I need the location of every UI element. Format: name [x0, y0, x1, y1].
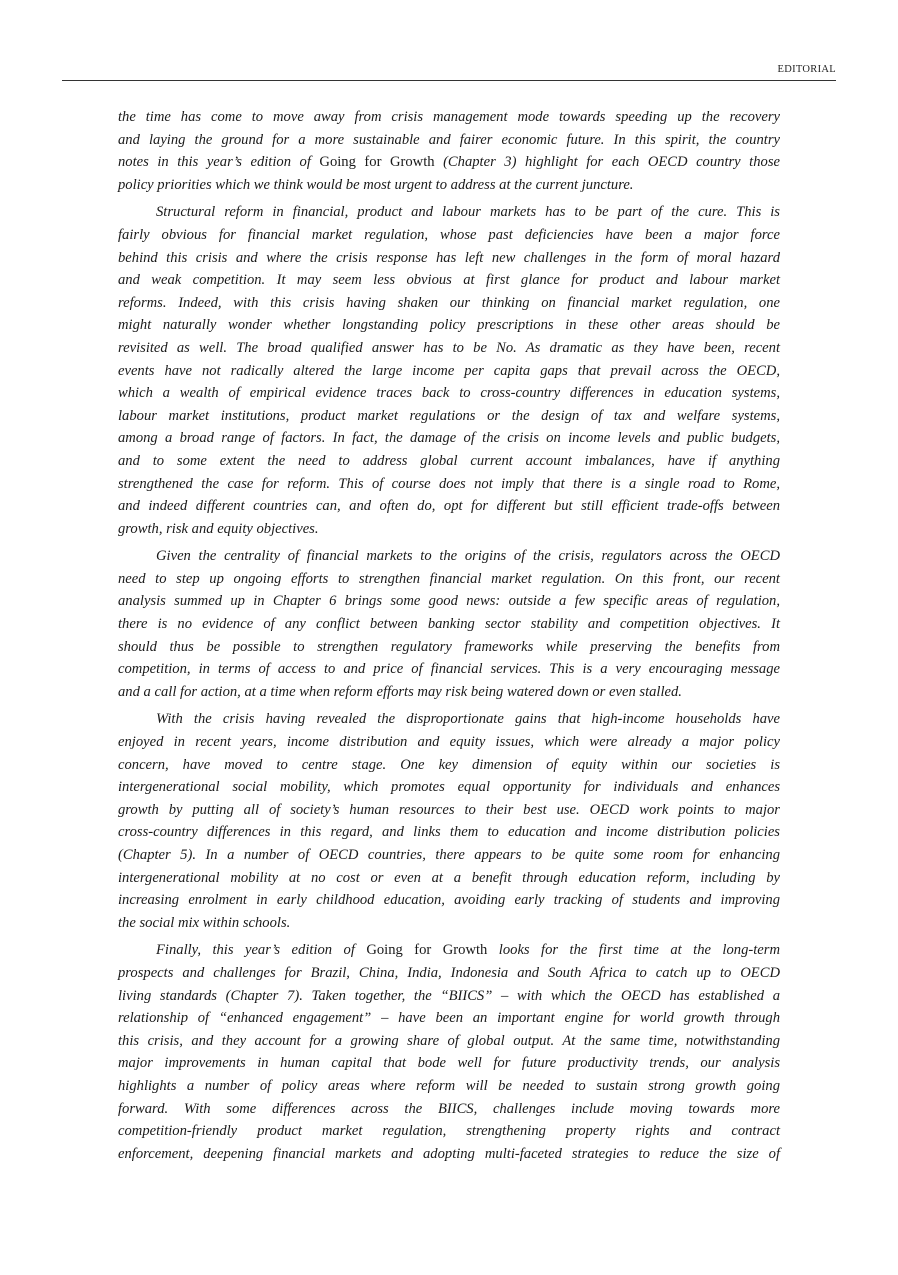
paragraph: [118, 708, 780, 934]
text-line: the social mix within schools.: [118, 914, 291, 931]
text-line: reforms. Indeed, with this crisis having shaken our thinking on financial market regulation, one: [118, 294, 780, 311]
text-line: concern, have moved to centre stage. One key dimension of equity within our societies is: [118, 756, 780, 773]
text-line: behind this crisis and where the crisis response has left new challenges in the form of moral hazard: [118, 249, 780, 266]
editorial-body: [118, 106, 780, 1170]
text-line: (Chapter 5). In a number of OECD countries, there appears to be quite some room for enhancing: [118, 847, 780, 863]
text-line: labour market institutions, product market regulations or the design of tax and welfare systems,: [118, 407, 780, 424]
text-line: and indeed different countries can, and often do, opt for different but still efficient trade-offs between: [118, 498, 780, 515]
text-line: this crisis, and they account for a growing share of global output. At the same time, notwithstanding: [118, 1032, 780, 1049]
text-line: growth, risk and equity objectives.: [118, 520, 319, 537]
text-line: the time has come to move away from crisis management mode towards speeding up the recovery: [118, 109, 780, 125]
text-line: among a broad range of factors. In fact, the damage of the crisis on income levels and public budgets,: [118, 430, 780, 447]
text-line: Finally, this year’s edition of Going for Growth looks for the first time at the long-term: [156, 942, 780, 959]
text-line: should thus be possible to strengthen regulatory frameworks while preserving the benefits from: [118, 638, 780, 655]
text-line: need to step up ongoing efforts to strengthen financial market regulation. On this front, our recent: [118, 570, 780, 587]
text-line: relationship of “enhanced engagement” – have been an important engine for world growth through: [118, 1010, 780, 1027]
text-line: strengthened the case for reform. This of course does not imply that there is a single road to Rome,: [118, 475, 780, 492]
text-line: competition, in terms of access to and price of financial services. This is a very encouraging message: [118, 661, 780, 678]
text-line: events have not radically altered the large income per capita gaps that prevail across the OECD,: [118, 362, 780, 379]
text-line: Structural reform in financial, product and labour markets has to be part of the cure. This is: [156, 204, 780, 221]
text-line: and weak competition. It may seem less obvious at first glance for product and labour market: [118, 272, 780, 289]
text-line: enjoyed in recent years, income distribution and equity issues, which were already a major policy: [118, 734, 780, 751]
paragraph: [118, 106, 780, 196]
text-line: growth by putting all of society’s human resources to their best use. OECD work points to major: [118, 801, 780, 818]
text-line: competition-friendly product market regulation, strengthening property rights and contract: [118, 1123, 780, 1140]
text-line: and to some extent the need to address global current account imbalances, have if anything: [118, 452, 780, 469]
text-line: fairly obvious for financial market regulation, whose past deficiencies have been a major force: [118, 226, 780, 243]
text-line: enforcement, deepening financial markets and adopting multi-faceted strategies to reduce the size of: [118, 1145, 780, 1162]
text-line: Given the centrality of financial markets to the origins of the crisis, regulators across the OECD: [156, 548, 780, 565]
text-line: and a call for action, at a time when reform efforts may risk being watered down or even stalled.: [118, 683, 682, 700]
text-line: major improvements in human capital that bode well for future productivity trends, our analysis: [118, 1055, 780, 1072]
page-header: [62, 62, 836, 81]
text-line: cross-country differences in this regard, and links them to education and income distribution policies: [118, 824, 780, 841]
running-head: EDITORIAL: [777, 64, 836, 75]
publication-title: Going for Growth: [319, 154, 435, 171]
text-line: and laying the ground for a more sustainable and fairer economic future. In this spirit, the country: [118, 131, 780, 148]
text-line: highlights a number of policy areas where reform will be needed to sustain strong growth going: [118, 1077, 780, 1094]
paragraph: [118, 545, 780, 703]
text-line: increasing enrolment in early childhood education, avoiding early tracking of students and improving: [118, 892, 780, 909]
text-line: prospects and challenges for Brazil, China, India, Indonesia and South Africa to catch up to OECD: [118, 964, 780, 981]
paragraph: [118, 939, 780, 1165]
text-line: revisited as well. The broad qualified answer has to be No. As dramatic as they have been, recent: [118, 339, 780, 356]
text-line: analysis summed up in Chapter 6 brings some good news: outside a few specific areas of regulation,: [118, 593, 780, 610]
text-line: notes in this year’s edition of Going for Growth (Chapter 3) highlight for each OECD country those: [118, 154, 780, 171]
text-line: intergenerational social mobility, which promotes equal opportunity for individuals and enhances: [118, 779, 780, 796]
publication-title: Going for Growth: [366, 942, 488, 959]
text-line: living standards (Chapter 7). Taken together, the “BIICS” – with which the OECD has established a: [118, 987, 780, 1004]
text-line: With the crisis having revealed the disproportionate gains that high-income households have: [156, 711, 780, 728]
text-line: policy priorities which we think would be most urgent to address at the current juncture.: [118, 176, 634, 193]
paragraph: [118, 201, 780, 540]
text-line: might naturally wonder whether longstanding policy prescriptions in these other areas should be: [118, 317, 780, 334]
text-line: which a wealth of empirical evidence traces back to cross-country differences in education systems,: [118, 385, 780, 402]
text-line: there is no evidence of any conflict between banking sector stability and competition objectives. It: [118, 616, 780, 633]
text-line: intergenerational mobility at no cost or even at a benefit through education reform, including by: [118, 869, 780, 886]
text-line: forward. With some differences across the BIICS, challenges include moving towards more: [118, 1100, 780, 1117]
